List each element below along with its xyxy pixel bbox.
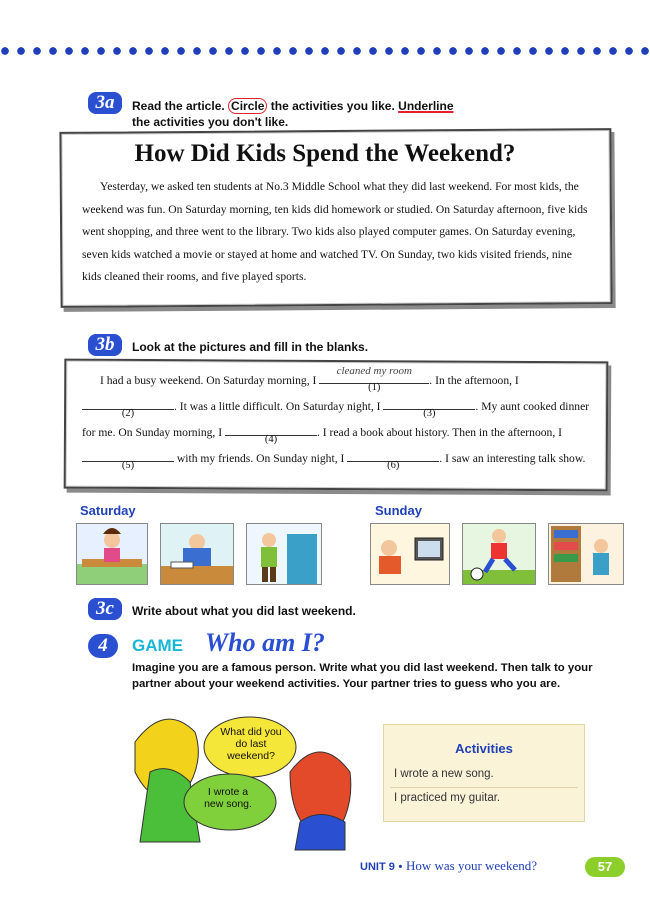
instruction-3c: Write about what you did last weekend. [132,604,356,618]
picture-library [548,523,624,585]
blank-3[interactable] [383,395,475,419]
saturday-label: Saturday [80,503,136,518]
instr-3a-circle: Circle [228,98,267,114]
picture-library-art [549,524,623,584]
badge-3a: 3a [88,92,122,114]
instruction-3a [132,98,552,130]
instr-3a-pre: Read the article. [132,99,225,113]
fill-t3: . It was a little difficult. On Saturday night, I [174,400,381,413]
footer-title: How was your weekend? [405,858,537,873]
blank-1-number: (1) [368,382,381,393]
activity-item-1: I wrote a new song. [394,768,494,780]
answer-1: cleaned my room [336,365,412,377]
blank-2[interactable] [82,395,174,419]
blank-3-number: (3) [423,408,436,419]
blank-2-number: (2) [121,408,135,419]
blank-5[interactable] [82,447,174,471]
dotted-border [0,46,650,58]
instruction-3b: Look at the pictures and fill in the blanks. [132,340,369,354]
footer-unit: UNIT 9 [360,861,395,873]
speech-bubble-2: I wrote a new song. [204,786,252,810]
badge-3b: 3b [88,334,122,356]
picture-homework-art [161,524,233,584]
game-title: Who am I? [205,628,325,657]
instr-3a-mid: the activities you like. [270,99,395,113]
game-label: GAME [132,636,183,655]
fill-t4: . My aunt cooked dinner for me. On Sunday morning, I [82,400,590,439]
picture-cooking-art [77,524,147,584]
badge-3c: 3c [88,598,122,620]
blank-1[interactable] [319,365,429,393]
activities-box [383,724,585,822]
speech-bubble-1: What did you do last weekend? [220,726,282,762]
picture-tired [246,523,322,585]
picture-soccer [462,523,536,585]
page-number: 57 [585,857,625,877]
picture-homework [160,523,234,585]
blank-4-number: (4) [264,434,278,445]
activities-title: Activities [455,741,513,756]
fill-t2: . In the afternoon, I [429,374,519,387]
game-illustration [130,712,360,852]
picture-tv-art [371,524,449,584]
badge-4: 4 [88,634,118,658]
activities-divider [390,787,578,788]
picture-soccer-art [463,524,535,584]
fill-t1: I had a busy weekend. On Saturday morning, I [100,374,317,387]
instr-3a-line2: the activities you don't like. [132,115,289,129]
activity-item-2: I practiced my guitar. [394,792,501,804]
picture-tired-art [247,524,321,584]
fill-t6: with my friends. On Sunday night, I [176,452,345,465]
blank-5-number: (5) [121,460,135,471]
game-instructions: Imagine you are a famous person. Write what you did last weekend. Then talk to your partner about your weekend activities. Your partner tries to guess who you are. [132,662,593,690]
article-body: Yesterday, we asked ten students at No.3 Middle School what they did last weekend. For most kids, the weekend was fun. On Saturday morning, ten kids did homework or studied. On Saturday afternoon, five kids went shopping, and three went to the library. Two kids also played computer games. On Saturday evening, seven kids watched a movie or stayed at home and watched TV. On Sunday, two kids visited friends, nine kids cleaned their rooms, and five played sports. [82,180,588,283]
fill-t7: . I saw an interesting talk show. [439,452,586,465]
instr-3a-underline: Underline [398,99,454,113]
sunday-label: Sunday [375,503,422,518]
picture-tv [370,523,450,585]
fill-t5: . I read a book about history. Then in the afternoon, I [316,426,562,439]
article-title: How Did Kids Spend the Weekend? [134,140,516,167]
fill-in-text [82,365,597,472]
blank-6-number: (6) [387,460,400,471]
blank-6[interactable] [347,447,439,471]
footer-bullet: • [398,861,403,873]
picture-cooking [76,523,148,585]
page-footer [360,858,537,874]
blank-4[interactable] [225,421,317,445]
